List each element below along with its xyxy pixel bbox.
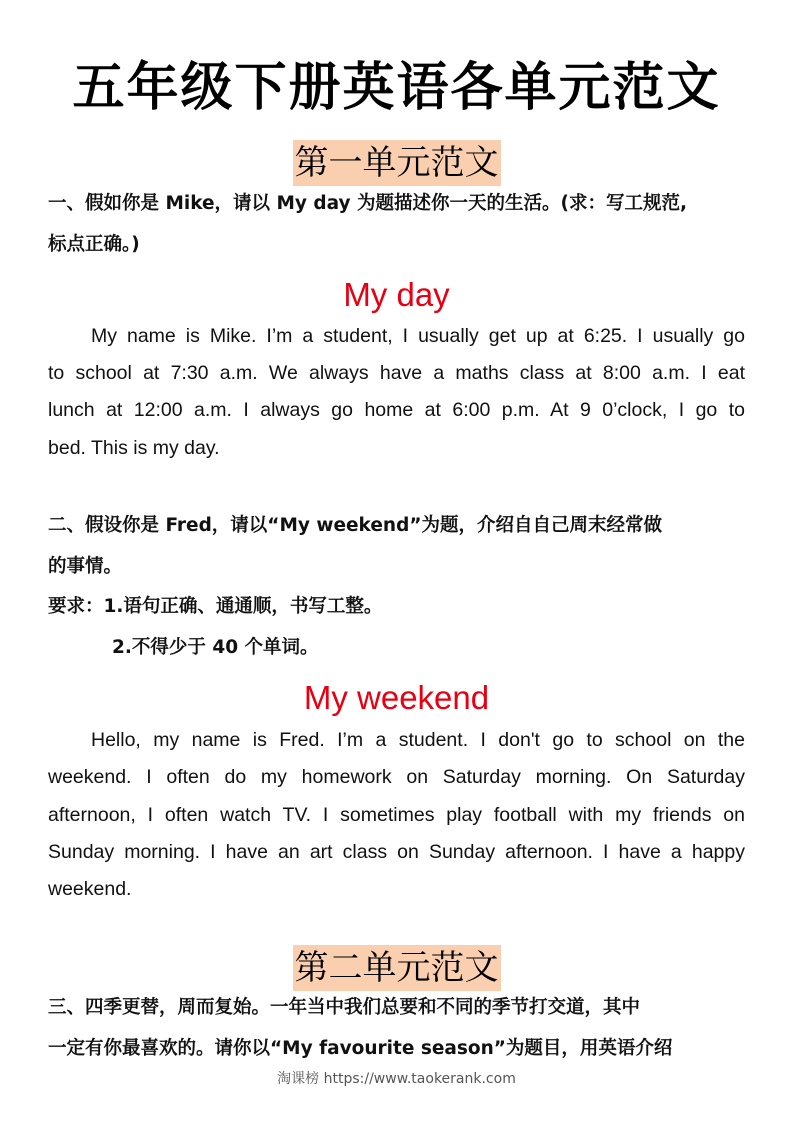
task2-requirement-2: 2.不得少于 40 个单词。 xyxy=(112,637,319,658)
task2-prompt-line-2: 的事情。 xyxy=(48,556,123,577)
essay2-line-1: Hello, my name is Fred. I’m a student. I don't go to school on the xyxy=(91,729,745,751)
unit1-heading-text: 第一单元范文 xyxy=(293,140,501,186)
essay1-line-3: lunch at 12:00 a.m. I always go home at 6:00 p.m. At 9 0’clock, I go to xyxy=(48,399,745,421)
essay-title-my-day: My day xyxy=(343,276,450,313)
essay1-line-4: bed. This is my day. xyxy=(48,437,220,459)
essay2-line-4: Sunday morning. I have an art class on Sunday afternoon. I have a happy xyxy=(48,841,745,863)
essay-title-my-weekend: My weekend xyxy=(303,679,490,716)
essay2-line-3: afternoon, I often watch TV. I sometimes play football with my friends on xyxy=(48,804,745,826)
page-title: 五年级下册英语各单元范文 xyxy=(72,58,721,118)
unit2-heading-text: 第二单元范文 xyxy=(293,945,501,991)
unit2-heading xyxy=(0,945,793,991)
unit1-prompt-line-1: 一、假如你是 Mike，请以 My day 为题描述你一天的生活。(求：写工规范, xyxy=(48,193,688,214)
essay2-line-2: weekend. I often do my homework on Saturday morning. On Saturday xyxy=(48,766,745,788)
unit2-prompt-line-2: 一定有你最喜欢的。请你以“My favourite season”为题目，用英语介绍 xyxy=(48,1038,673,1059)
unit1-prompt-line-2: 标点正确。) xyxy=(48,234,140,255)
task2-prompt-line-1: 二、假设你是 Fred，请以“My weekend”为题，介绍自自己周末经常做 xyxy=(48,515,662,536)
task2-requirements: 要求：1.语句正确、通通顺，书写工整。 xyxy=(48,596,383,617)
essay1-line-2: to school at 7:30 a.m. We always have a maths class at 8:00 a.m. I eat xyxy=(48,362,745,384)
essay1-line-1: My name is Mike. I’m a student, I usually get up at 6:25. I usually go xyxy=(91,325,745,347)
unit1-heading xyxy=(0,140,793,186)
footer-watermark: 淘课榜 https://www.taokerank.com xyxy=(277,1071,516,1087)
unit2-prompt-line-1: 三、四季更替，周而复始。一年当中我们总要和不同的季节打交道，其中 xyxy=(48,997,641,1018)
essay2-line-5: weekend. xyxy=(48,878,132,900)
